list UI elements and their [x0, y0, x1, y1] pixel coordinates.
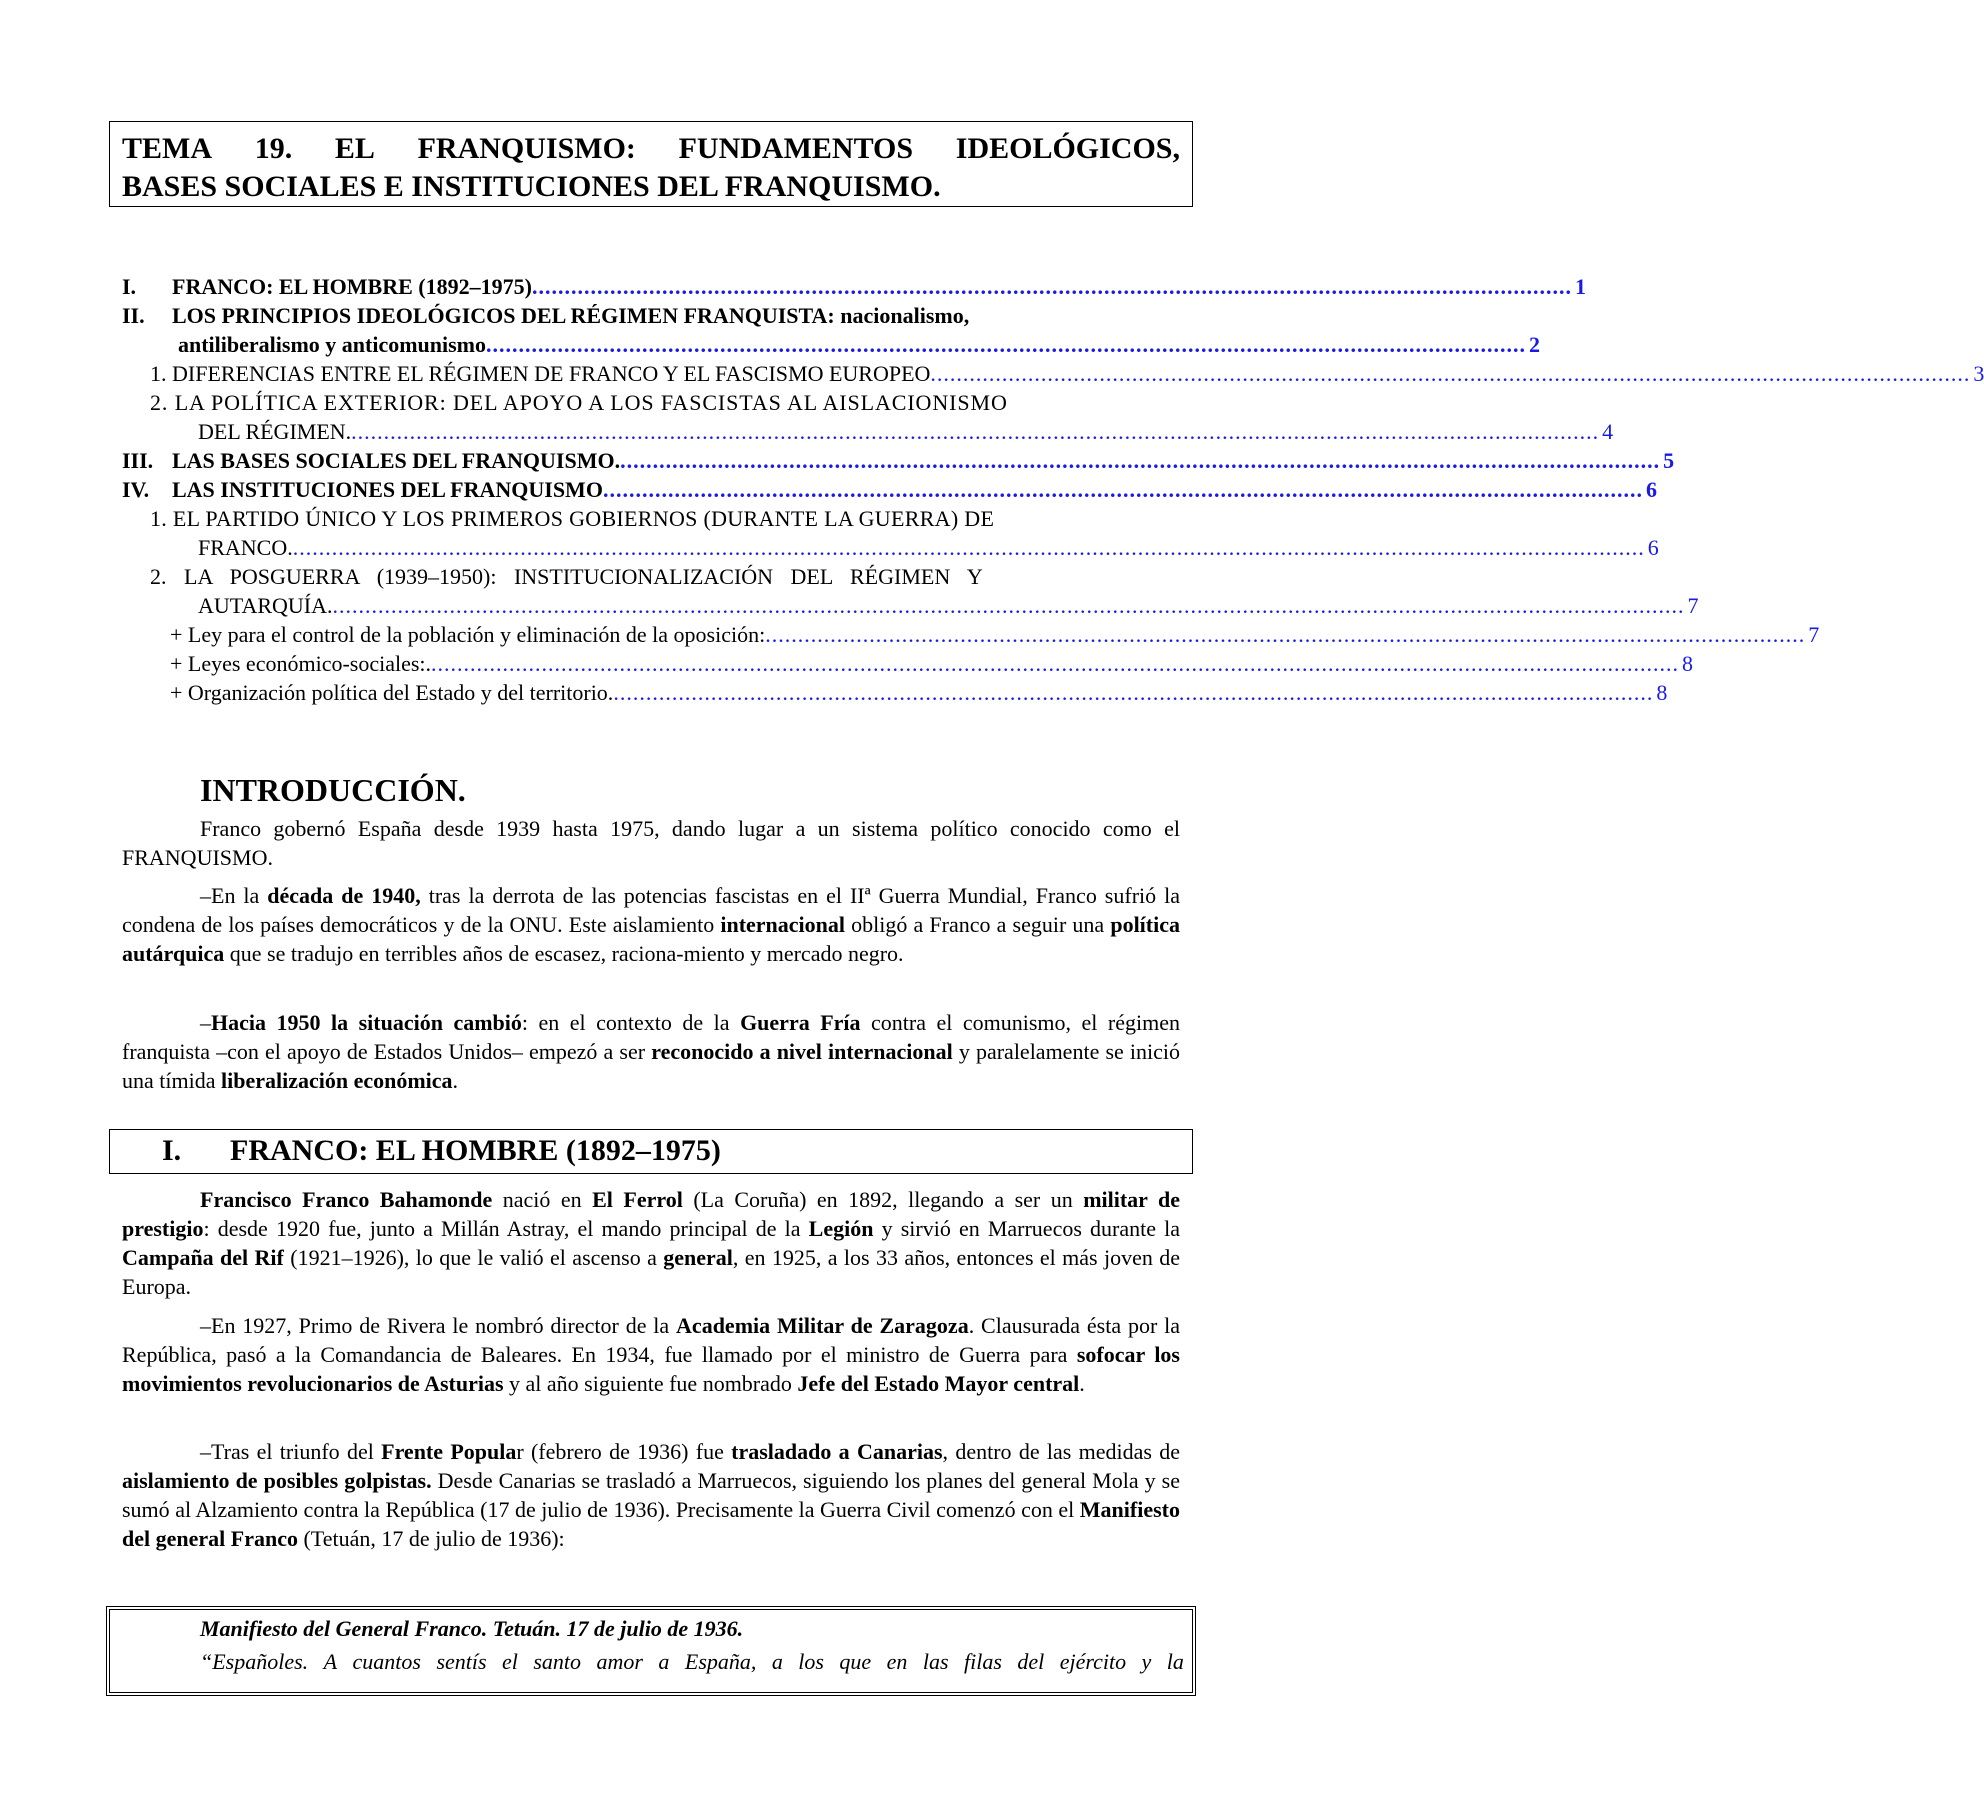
bold-run: internacional: [720, 912, 846, 937]
text-run: y paralelamente se inició una tímida: [122, 1039, 1181, 1093]
quote-word: filas: [964, 1649, 1002, 1674]
text-run: , en 1925, a los 33 años, entonces el más joven de Europa.: [122, 1245, 1180, 1299]
intro-paragraph-1: [122, 814, 1180, 872]
text-run: que se tradujo en terribles años de escasez, raciona-miento y mercado negro.: [224, 941, 904, 966]
toc-leader: ................................................................................................................................................................: [602, 477, 1643, 502]
toc-number: IV.: [122, 477, 150, 502]
toc-page: 7: [1808, 622, 1820, 647]
title-word: 19.: [254, 132, 293, 165]
quote-word: y: [1141, 1649, 1152, 1674]
bold-run: década de 1940,: [267, 883, 421, 908]
text-run: tras la derrota de las potencias fascistas en el IIª Guerra Mundial, Franco sufrió la condena de los países democráticos y de la ONU. Este aislamiento: [122, 883, 1180, 937]
toc-text: + Leyes económico-sociales:.: [170, 651, 432, 676]
toc-text: 2. LA POLÍTICA EXTERIOR: DEL APOYO A LOS FASCISTAS AL AISLACIONISMO: [150, 390, 1008, 415]
quote-box: [106, 1606, 1196, 1696]
quote-word: la: [1166, 1649, 1184, 1674]
bold-run: Academia Militar de Zaragoza: [676, 1313, 969, 1338]
toc-number: I.: [122, 274, 137, 299]
toc-page: 8: [1682, 651, 1694, 676]
text-run: r (febrero de 1936) fue: [516, 1439, 732, 1464]
title-word: IDEOLÓGICOS,: [955, 132, 1180, 165]
toc-text: 1. DIFERENCIAS ENTRE EL RÉGIMEN DE FRANCO Y EL FASCISMO EUROPEO: [150, 361, 931, 386]
toc-leader: ................................................................................................................................................................: [765, 622, 1806, 647]
text-run: –Tras el triunfo del: [200, 1439, 382, 1464]
toc-entry-continued[interactable]: [122, 591, 1699, 620]
title-word: TEMA: [122, 132, 212, 165]
toc-entry-continued[interactable]: [122, 330, 1541, 359]
toc-leader: ................................................................................................................................................................: [486, 332, 1527, 357]
toc-page: 1: [1574, 274, 1586, 299]
text-run: (1921–1926), lo que le valió el ascenso a: [283, 1245, 664, 1270]
text-run: : en el contexto de la: [521, 1010, 741, 1035]
text-run: .: [452, 1068, 459, 1093]
section-heading-box: [109, 1129, 1193, 1174]
toc-entry-continued[interactable]: [122, 533, 1659, 562]
toc-text: 1. EL PARTIDO ÚNICO Y LOS PRIMEROS GOBIERNOS (DURANTE LA GUERRA) DE: [150, 506, 995, 531]
toc-text-wrap: [172, 301, 1180, 330]
section1-paragraph-1: [122, 1185, 1180, 1301]
text-run: Franco gobernó España desde 1939 hasta 1975, dando lugar a un sistema político conocido como el FRANQUISMO.: [122, 816, 1180, 870]
text-run: .: [1079, 1371, 1085, 1396]
quote-word: amor: [596, 1649, 643, 1674]
text-run: –En la: [200, 883, 268, 908]
quote-word: a: [658, 1649, 670, 1674]
text-run: , dentro de las medidas de: [942, 1439, 1180, 1464]
bold-run: Frente Popula: [381, 1439, 517, 1464]
toc-text: FRANCO: EL HOMBRE (1892–1975): [172, 274, 532, 299]
toc-entry[interactable]: [122, 359, 1984, 388]
bold-run: El Ferrol: [592, 1187, 683, 1212]
bold-run: sofocar los movimientos revolucionarios de Asturias: [122, 1342, 1180, 1396]
toc-leader: ................................................................................................................................................................: [620, 448, 1661, 473]
quote-word: las: [922, 1649, 949, 1674]
toc-text: LOS PRINCIPIOS IDEOLÓGICOS DEL RÉGIMEN FRANQUISTA: nacionalismo,: [172, 303, 970, 328]
toc-entry[interactable]: [122, 620, 1820, 649]
text-run: : desde 1920 fue, junto a Millán Astray, el mando principal de la: [203, 1216, 809, 1241]
bold-run: política autárquica: [122, 912, 1180, 966]
toc-entry[interactable]: [122, 388, 1180, 417]
toc-text: LAS INSTITUCIONES DEL FRANQUISMO: [172, 477, 603, 502]
toc-text: antiliberalismo y anticomunismo: [178, 332, 487, 357]
bold-run: trasladado a Canarias: [731, 1439, 943, 1464]
quote-word: que: [839, 1649, 872, 1674]
section-number: I.: [162, 1134, 182, 1167]
toc-leader: ................................................................................................................................................................................................: [431, 651, 1680, 676]
toc-page: 4: [1602, 419, 1614, 444]
title-word: FUNDAMENTOS: [678, 132, 914, 165]
toc-entry[interactable]: [122, 649, 1694, 678]
text-run: y sirvió en Marruecos durante la: [873, 1216, 1180, 1241]
section-title: FRANCO: EL HOMBRE (1892–1975): [230, 1134, 721, 1167]
section1-paragraph-3: [122, 1437, 1180, 1553]
text-run: contra el comunismo, el régimen franquista –con el apoyo de Estados Unidos– empezó a ser: [122, 1010, 1181, 1064]
toc-number: III.: [122, 448, 154, 473]
toc-text: DEL RÉGIMEN.: [198, 419, 352, 444]
bold-run: general: [663, 1245, 733, 1270]
quote-word: España,: [684, 1649, 757, 1674]
toc-text: + Ley para el control de la población y eliminación de la oposición:: [170, 622, 766, 647]
title-line-2: BASES SOCIALES E INSTITUCIONES DEL FRANQUISMO.: [122, 170, 941, 203]
quote-word: sentís: [436, 1649, 487, 1674]
toc-page: 3: [1973, 361, 1984, 386]
toc-entry[interactable]: [122, 678, 1668, 707]
toc-leader: ................................................................................................................................................................: [531, 274, 1572, 299]
toc-leader: ................................................................................................................................................................: [930, 361, 1971, 386]
title-word: FRANQUISMO:: [417, 132, 636, 165]
toc-page: 6: [1647, 535, 1659, 560]
toc-text: LAS BASES SOCIALES DEL FRANQUISMO.: [172, 448, 621, 473]
bold-run: liberalización económica: [220, 1068, 453, 1093]
text-run: (Tetuán, 17 de julio de 1936):: [297, 1526, 565, 1551]
quote-title: Manifiesto del General Franco. Tetuán. 17 de julio de 1936.: [200, 1616, 744, 1641]
toc-entry[interactable]: [122, 562, 1180, 591]
toc-page: 2: [1529, 332, 1541, 357]
toc-leader: ................................................................................................................................................................................................................: [332, 593, 1685, 618]
bold-run: Guerra Fría: [740, 1010, 861, 1035]
quote-word: el: [502, 1649, 518, 1674]
quote-line: [200, 1645, 1184, 1678]
toc-page: 5: [1663, 448, 1675, 473]
text-run: . Clausurada ésta por la República, pasó a la Comandancia de Baleares. En 1934, fue llamado por el ministro de Guerra para: [122, 1313, 1180, 1367]
toc-leader: ................................................................................................................................................................: [613, 680, 1654, 705]
toc-text: + Organización política del Estado y del territorio.: [170, 680, 614, 705]
toc-text: AUTARQUÍA.: [198, 593, 333, 618]
quote-word: A: [323, 1649, 338, 1674]
bold-run: Manifiesto del general Franco: [122, 1497, 1180, 1551]
toc-entry[interactable]: [122, 301, 1180, 330]
intro-paragraph-2: [122, 881, 1180, 968]
text-run: nació en: [492, 1187, 593, 1212]
toc-page: 7: [1687, 593, 1699, 618]
intro-heading: INTRODUCCIÓN.: [200, 772, 466, 808]
section1-paragraph-2: [122, 1311, 1180, 1398]
bold-run: Hacia 1950 la situación cambió: [211, 1010, 522, 1035]
toc-entry[interactable]: [122, 272, 1586, 301]
text-run: (La Coruña) en 1892, llegando a ser un: [682, 1187, 1084, 1212]
bold-run: militar de prestigio: [122, 1187, 1181, 1241]
title-word: EL: [334, 132, 375, 165]
quote-word: a: [771, 1649, 783, 1674]
title-box: [109, 121, 1193, 207]
bold-run: Jefe del Estado Mayor central: [797, 1371, 1080, 1396]
toc-text: FRANCO.: [198, 535, 293, 560]
toc-entry-continued[interactable]: [122, 417, 1614, 446]
table-of-contents: [122, 272, 1984, 707]
text-run: obligó a Franco a seguir una: [845, 912, 1111, 937]
quote-word: cuantos: [352, 1649, 421, 1674]
toc-page: 8: [1656, 680, 1668, 705]
toc-leader: ................................................................................................................................................................................................................: [292, 535, 1645, 560]
toc-entry[interactable]: [122, 504, 1180, 533]
toc-entry[interactable]: [122, 475, 1657, 504]
toc-number: II.: [122, 303, 145, 328]
toc-page: 6: [1645, 477, 1657, 502]
quote-word: ejército: [1059, 1649, 1127, 1674]
title-line-1: [122, 130, 1180, 168]
bold-run: Campaña del Rif: [122, 1245, 284, 1270]
text-run: y al año siguiente fue nombrado: [503, 1371, 798, 1396]
quote-word: “Españoles.: [200, 1649, 309, 1674]
text-run: Desde Canarias se trasladó a Marruecos, siguiendo los planes del general Mola y se sumó al Alzamiento contra la República (17 de julio de 1936). Precisamente la Guerra Civil comenzó con el: [122, 1468, 1180, 1522]
bold-run: reconocido a nivel internacional: [651, 1039, 953, 1064]
toc-leader: ................................................................................................................................................................................................: [351, 419, 1600, 444]
text-run: –: [200, 1010, 211, 1035]
quote-word: del: [1017, 1649, 1045, 1674]
bold-run: aislamiento de posibles golpistas.: [122, 1468, 432, 1493]
quote-word: en: [886, 1649, 908, 1674]
intro-paragraph-3: [122, 1008, 1180, 1095]
bold-run: Francisco Franco Bahamonde: [200, 1187, 493, 1212]
quote-word: santo: [533, 1649, 582, 1674]
text-run: –En 1927, Primo de Rivera le nombró director de la: [200, 1313, 677, 1338]
bold-run: Legión: [808, 1216, 874, 1241]
toc-entry[interactable]: [122, 446, 1675, 475]
quote-word: los: [798, 1649, 824, 1674]
toc-text: 2. LA POSGUERRA (1939–1950): INSTITUCIONALIZACIÓN DEL RÉGIMEN Y: [150, 564, 983, 589]
